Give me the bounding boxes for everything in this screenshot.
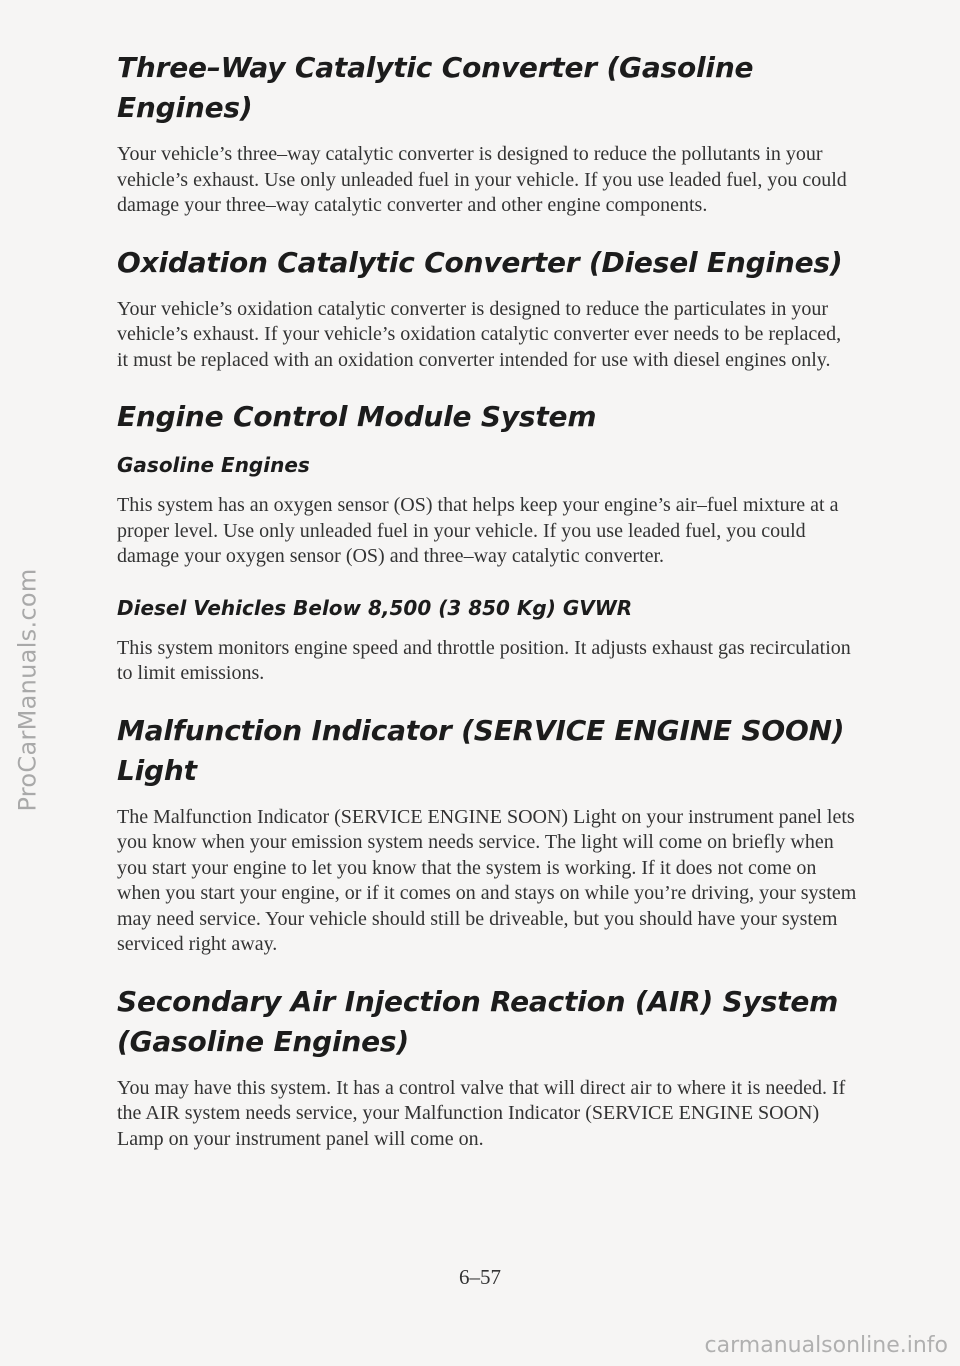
section-title: Secondary Air Injection Reaction (AIR) System (Gasoline Engines): [117, 984, 839, 1058]
section-title: Oxidation Catalytic Converter (Diesel Engines): [117, 245, 843, 279]
side-watermark: [8, 490, 48, 890]
section-oxidation-catalytic-converter: [117, 243, 857, 374]
section-body: Your vehicle’s three–way catalytic converter is designed to reduce the pollutants in your vehicle’s exhaust. Use only unleaded fuel in your vehicle. If you use leaded fuel, you could damage your three–way catalytic converter and other engine components.: [117, 143, 847, 216]
subsection-title-diesel: Diesel Vehicles Below 8,500 (3 850 Kg) GVWR: [117, 595, 633, 620]
section-body: The Malfunction Indicator (SERVICE ENGINE SOON) Light on your instrument panel lets you know when your emission system needs service. The light will come on briefly when you start your engine to let you know that the system is working. If it does not come on when you start your engine, or if it comes on and stays on while you’re driving, your system may need service. Your vehicle should still be driveable, but you should have your system serviced right away.: [117, 805, 857, 955]
bottom-watermark: carmanualsonline.info: [704, 1333, 948, 1358]
section-body: Your vehicle’s oxidation catalytic converter is designed to reduce the particulates in your vehicle’s exhaust. If your vehicle’s oxidation catalytic converter ever needs to be replaced, it must be replaced with an oxidation converter intended for use with diesel engines only.: [117, 297, 842, 371]
section-title: Engine Control Module System: [117, 400, 597, 433]
section-title: Three–Way Catalytic Converter (Gasoline Engines): [117, 51, 754, 124]
subsection-title-gasoline: Gasoline Engines: [117, 453, 310, 477]
section-engine-control-module: [117, 397, 857, 687]
section-body: You may have this system. It has a control valve that will direct air to where it is needed. If the AIR system needs service, your Malfunction Indicator (SERVICE ENGINE SOON) Lamp on your instrument panel will come on.: [117, 1076, 846, 1150]
subsection-body-diesel: This system monitors engine speed and throttle position. It adjusts exhaust gas recirculation to limit emissions.: [117, 636, 851, 684]
page-number: 6–57: [459, 1265, 501, 1289]
section-malfunction-indicator: [117, 711, 857, 958]
section-secondary-air-injection: [117, 982, 857, 1153]
subsection-body-gasoline: This system has an oxygen sensor (OS) that helps keep your engine’s air–fuel mixture at a proper level. Use only unleaded fuel in your vehicle. If you use leaded fuel, you could damage your oxygen sensor (OS) and three–way catalytic converter.: [117, 494, 839, 567]
side-watermark-text: ProCarManuals.com: [14, 568, 43, 812]
section-three-way-catalytic-converter: [117, 48, 857, 219]
page-content: [117, 48, 857, 1176]
section-title: Malfunction Indicator (SERVICE ENGINE SOON) Light: [117, 713, 845, 787]
